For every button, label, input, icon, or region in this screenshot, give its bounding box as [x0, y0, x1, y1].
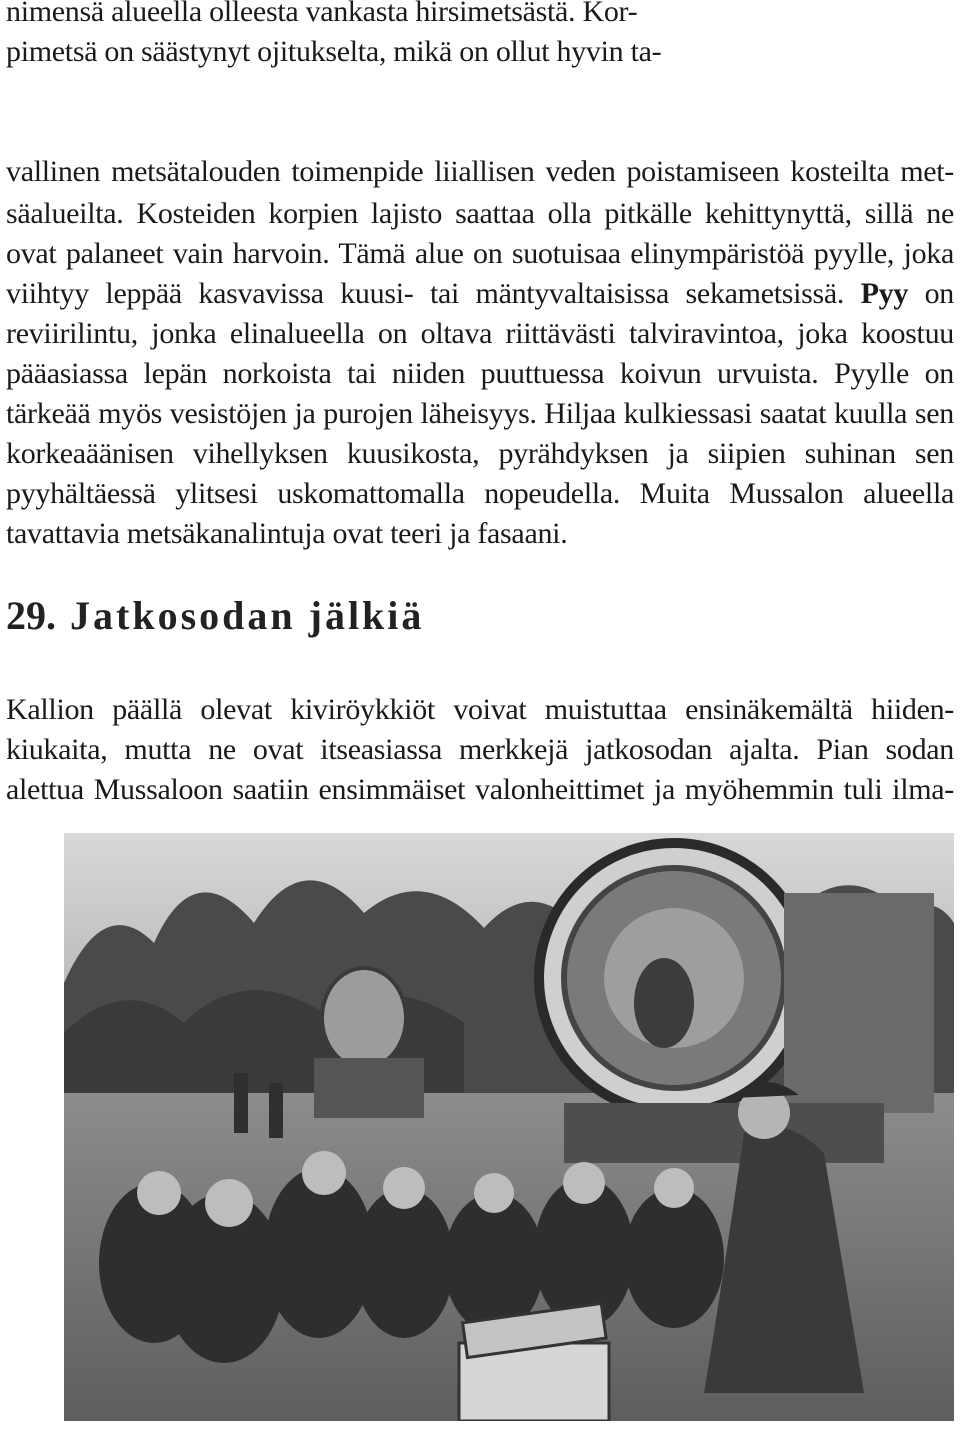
- text-line: pimetsä on säästynyt ojitukselta, mikä on ollut hyvin ta-: [6, 35, 662, 68]
- text-span: viihtyy leppää kasvavissa kuusi- tai mäntyvaltaisissa sekametsissä.: [6, 277, 845, 310]
- section-title: Jatkosodan jälkiä: [70, 593, 425, 638]
- section-heading: [6, 588, 424, 644]
- section-number: 29.: [6, 593, 56, 638]
- photo-illustration: [64, 833, 954, 1421]
- text-span: on: [924, 277, 954, 310]
- text-line: säalueilta. Kosteiden korpien lajisto saattaa olla pitkälle kehittynyttä, sillä ne: [6, 197, 954, 230]
- background-figure: [234, 1073, 248, 1133]
- machinery: [784, 893, 934, 1113]
- text-line: tärkeää myös vesistöjen ja purojen läheisyys. Hiljaa kulkiessasi saatat kuulla sen: [6, 397, 954, 430]
- text-line: alettua Mussaloon saatiin ensimmäiset valonheittimet ja myöhemmin tuli ilma-: [6, 773, 954, 806]
- small-searchlight: [322, 968, 406, 1068]
- person-in-drum: [634, 958, 694, 1048]
- text-line: ovat palaneet vain harvoin. Tämä alue on suotuisaa elinympäristöä pyylle, joka: [6, 237, 954, 270]
- text-line: korkeaäänisen vihellyksen kuusikosta, pyrähdyksen ja siipien suhinan sen: [6, 437, 954, 470]
- background-figure: [269, 1083, 283, 1138]
- text-line: Kallion päällä olevat kiviröykkiöt voivat muistuttaa ensinäkemältä hiiden-: [6, 693, 954, 726]
- bold-word: Pyy: [860, 277, 909, 310]
- text-line-with-bold: [6, 274, 954, 314]
- text-line: reviirilintu, jonka elinalueella on oltava riittävästi talviravintoa, joka koostuu: [6, 317, 954, 350]
- text-line: nimensä alueella olleesta vankasta hirsimetsästä. Kor-: [6, 0, 638, 28]
- text-line: pääasiassa lepän norkoista tai niiden puuttuessa koivun urvuista. Pyylle on: [6, 357, 954, 390]
- text-line: tavattavia metsäkanalintuja ovat teeri ja fasaani.: [6, 517, 568, 550]
- text-line: kiukaita, mutta ne ovat itseasiassa merkkejä jatkosodan ajalta. Pian sodan: [6, 733, 954, 766]
- searchlight-platform: [564, 1103, 884, 1163]
- historical-photo: [64, 833, 954, 1421]
- text-line: pyyhältäessä ylitsesi uskomattomalla nopeudella. Muita Mussalon alueella: [6, 477, 954, 510]
- searchlight-base: [314, 1058, 424, 1118]
- text-line: vallinen metsätalouden toimenpide liiallisen veden poistamiseen kosteilta met-: [6, 155, 954, 188]
